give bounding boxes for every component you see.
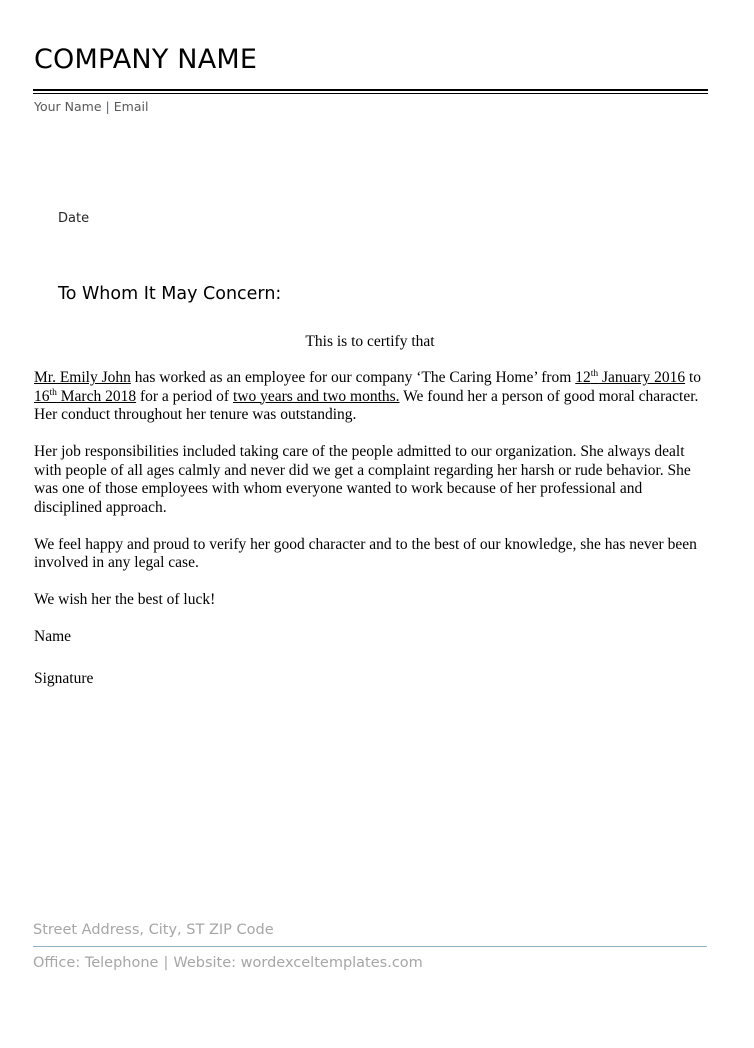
signature-label: Signature [34,670,94,687]
your-name: Your Name [34,99,102,114]
paragraph-4: We wish her the best of luck! [34,591,216,608]
end-date: 16th March 2018 [34,387,137,405]
header-separator: | [105,99,110,114]
start-date: 12th January 2016 [575,369,686,386]
paragraph-3: We feel happy and proud to verify her good character and to the best of our knowledge, she has never been involved in any legal case. [34,535,697,571]
footer-contact [33,955,423,971]
header-contact [34,99,148,114]
footer-address: Street Address, City, ST ZIP Code [33,922,274,938]
website: Website: wordexceltemplates.com [173,955,423,971]
header-rule-thick [33,89,708,91]
header-rule-thin [33,93,708,94]
certify-line: This is to certify that [305,333,435,350]
office-telephone: Office: Telephone [33,955,159,971]
letter-body [34,369,710,628]
salutation: To Whom It May Concern: [58,284,282,304]
email: Email [113,99,149,114]
paragraph-1: Mr. Emily John has worked as an employee for our company ‘The Caring Home’ from 12th January 2016 to 16th March 2018 for a period of two years and two months. We found her a person of good moral character. Her conduct throughout her tenure was outstanding. [34,369,702,423]
company-name: COMPANY NAME [34,44,258,75]
paragraph-2: Her job responsibilities included taking care of the people admitted to our organization. She always dealt with people of all ages calmly and never did we get a complaint regarding her harsh or rude behavior. She was one of those employees with whom everyone wanted to work because of her professional and disciplined approach. [34,443,691,516]
duration: two years and two months. [232,387,400,405]
footer-rule [33,946,707,947]
employee-name: Mr. Emily John [34,369,131,386]
letter-date: Date [58,211,90,226]
name-label: Name [34,628,72,645]
footer-separator: | [163,955,169,971]
